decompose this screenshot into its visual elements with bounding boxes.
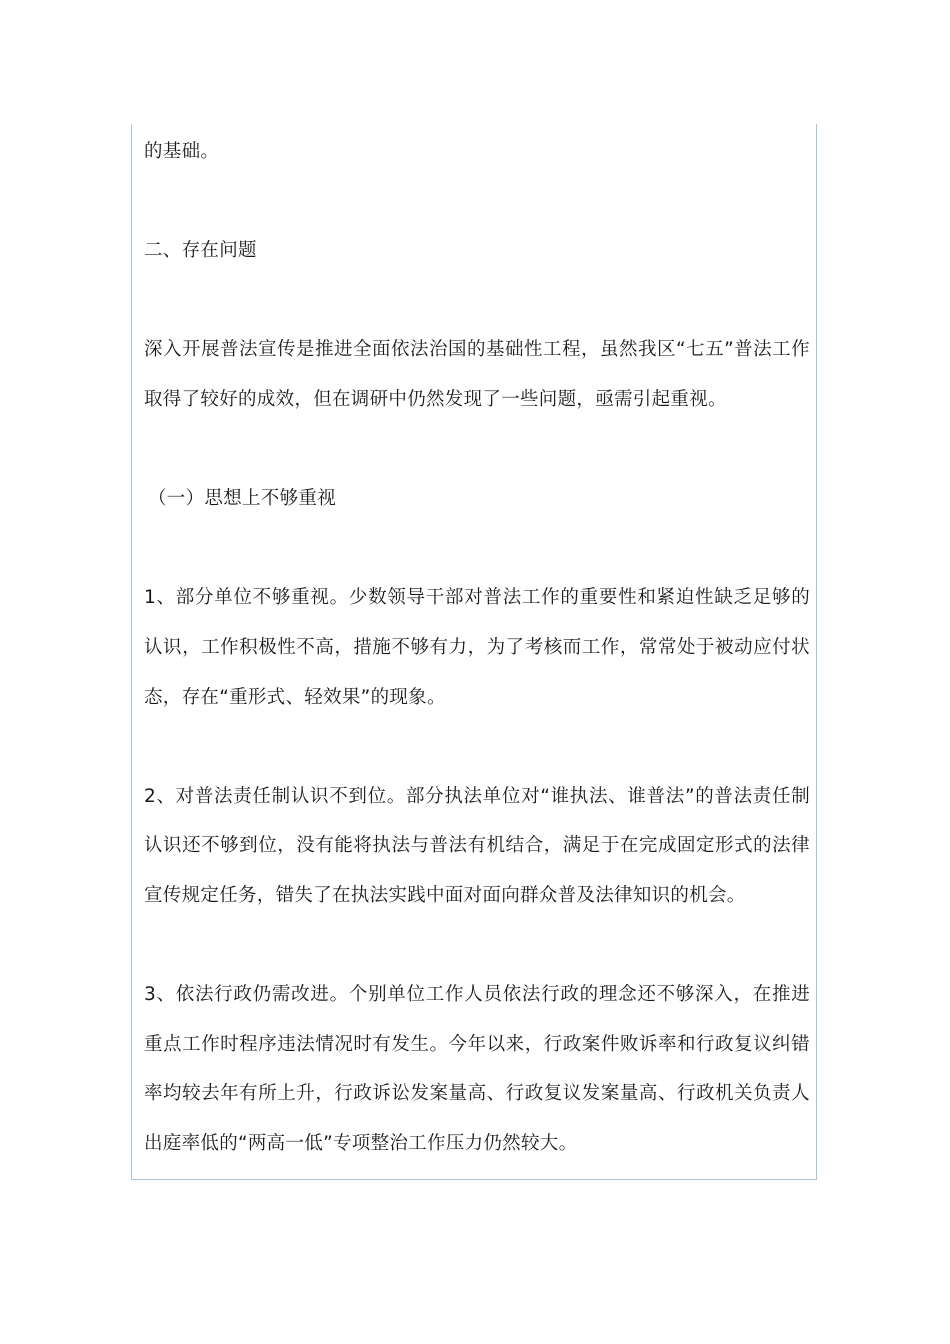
list-item: 3、依法行政仍需改进。个别单位工作人员依法行政的理念还不够深入，在推进重点工作时程序违法情况时有发生。今年以来，行政案件败诉率和行政复议纠错率均较去年有所上升，行政诉讼发案量高、行政复议发案量高、行政机关负责人出庭率低的“两高一低”专项整治工作压力仍然较大。 [144, 984, 810, 1154]
list-item: 1、部分单位不够重视。少数领导干部对普法工作的重要性和紧迫性缺乏足够的认识，工作积极性不高，措施不够有力，为了考核而工作，常常处于被动应付状态，存在“重形式、轻效果”的现象。 [144, 587, 810, 708]
spacer [144, 921, 810, 971]
spacer [144, 276, 810, 326]
intro-paragraph: 深入开展普法宣传是推进全面依法治国的基础性工程，虽然我区“七五”普法工作取得了较好的成效，但在调研中仍然发现了一些问题，亟需引起重视。 [144, 339, 810, 410]
spacer [144, 425, 810, 475]
document-body [144, 127, 810, 1168]
spacer [144, 722, 810, 772]
subsection-heading: （一）思想上不够重视 [148, 488, 337, 510]
section-heading: 二、存在问题 [144, 240, 257, 262]
list-item: 2、对普法责任制认识不到位。部分执法单位对“谁执法、谁普法”的普法责任制认识还不够到位，没有能将执法与普法有机结合，满足于在完成固定形式的法律宣传规定任务，错失了在执法实践中面对面向群众普及法律知识的机会。 [144, 785, 810, 906]
continuation-text: 的基础。 [144, 141, 220, 162]
spacer [144, 177, 810, 227]
spacer [144, 524, 810, 574]
